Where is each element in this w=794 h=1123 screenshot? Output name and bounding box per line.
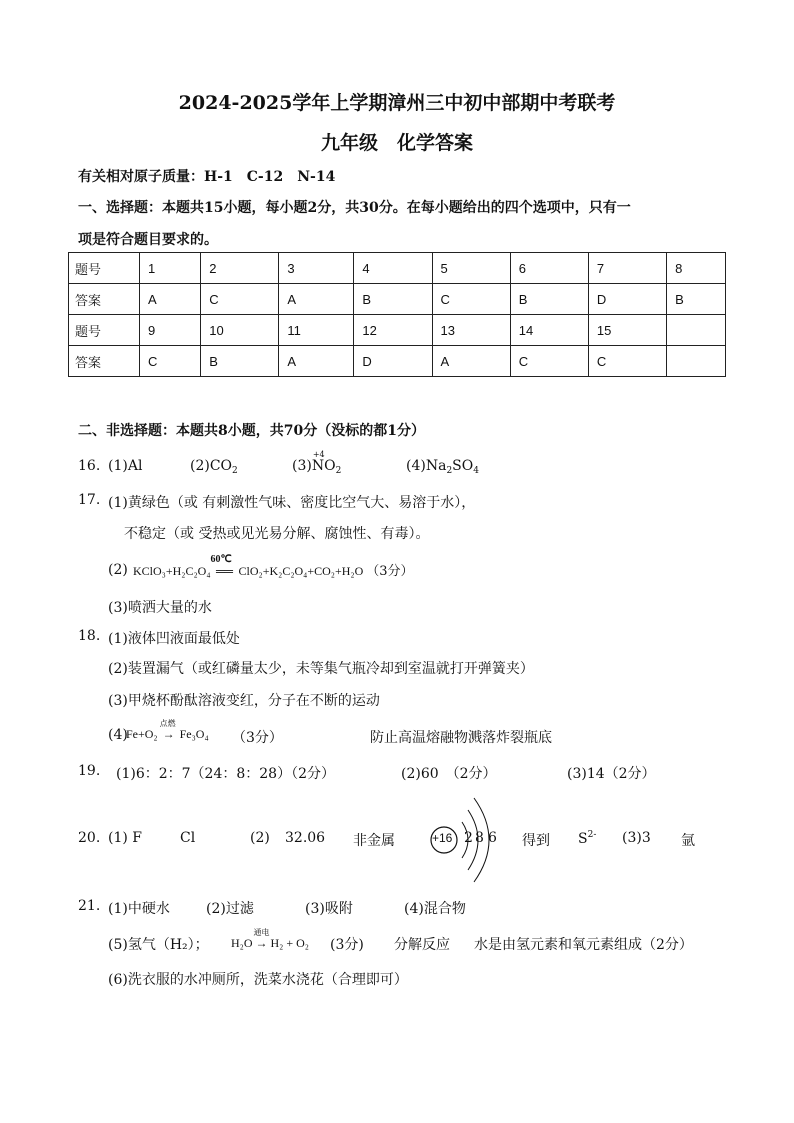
shell-2-electrons: 8 bbox=[475, 830, 484, 846]
q18-eq-condition: 点燃 bbox=[159, 719, 176, 728]
q17-eq-reactants: KClO₃+H₂C₂O₄ bbox=[133, 564, 211, 578]
q18-eq-arrow: 点燃 → bbox=[159, 719, 176, 741]
table-cell: 13 bbox=[432, 315, 510, 346]
table-cell: 12 bbox=[354, 315, 432, 346]
table-cell: 6 bbox=[510, 253, 588, 284]
q16-answer-3-label: (3) bbox=[292, 458, 312, 474]
q17-eq-products: ClO₂+K₂C₂O₄+CO₂+H₂O bbox=[238, 564, 364, 578]
table-cell: B bbox=[354, 284, 432, 315]
shell-1-electrons: 2 bbox=[464, 830, 473, 846]
table-cell: A bbox=[279, 284, 354, 315]
q21-eq-reactants: H₂O bbox=[231, 936, 253, 950]
q16-number: 16. bbox=[78, 458, 101, 474]
table-cell: 14 bbox=[510, 315, 588, 346]
q20-answer-3-element: 氩 bbox=[681, 833, 695, 849]
q20-answer-3: (3)3 bbox=[622, 830, 651, 846]
q19-number: 19. bbox=[78, 763, 101, 779]
table-cell: C bbox=[140, 346, 201, 377]
table-row bbox=[69, 315, 726, 346]
q19-answer-1: (1)6：2：7（24：8：28）（2分） bbox=[116, 766, 335, 782]
q21-answer-6: (6)洗衣服的水冲厕所，洗菜水浇花（合理即可） bbox=[108, 972, 408, 988]
section1-heading-line2: 项是符合题目要求的。 bbox=[78, 232, 218, 248]
q17-eq-condition: 60℃ bbox=[210, 554, 232, 565]
table-cell: 15 bbox=[588, 315, 666, 346]
table-cell: A bbox=[279, 346, 354, 377]
q21-eq-score: (3分) bbox=[330, 937, 364, 953]
q18-line-4-right: 防止高温熔融物溅落炸裂瓶底 bbox=[370, 730, 552, 746]
q16-answer-3-formula-text: NO bbox=[311, 458, 336, 474]
table-row bbox=[69, 284, 726, 315]
table-cell: 8 bbox=[667, 253, 726, 284]
page-title: 2024-2025学年上学期漳州三中初中部期中考联考 bbox=[178, 92, 616, 114]
q17-number: 17. bbox=[78, 492, 101, 508]
table-row bbox=[69, 253, 726, 284]
q18-line-2: (2)装置漏气（或红磷量太少，未等集气瓶冷却到室温就打开弹簧夹） bbox=[108, 661, 534, 677]
table-cell: C bbox=[510, 346, 588, 377]
table-cell: 题号 bbox=[69, 253, 140, 284]
q21-answer-4: (4)混合物 bbox=[404, 901, 466, 917]
q18-equation bbox=[126, 719, 209, 742]
table-cell: 10 bbox=[201, 315, 279, 346]
table-cell: 4 bbox=[354, 253, 432, 284]
q20-answer-1b: Cl bbox=[180, 830, 196, 846]
q17-equation bbox=[133, 554, 414, 579]
q21-answer-3: (3)吸附 bbox=[305, 901, 353, 917]
table-cell: A bbox=[140, 284, 201, 315]
q20-ion bbox=[578, 830, 596, 847]
q19-answer-3: (3)14（2分） bbox=[567, 766, 656, 782]
q20-answer-1a: (1) F bbox=[108, 830, 142, 846]
q16-answer-4 bbox=[406, 458, 479, 476]
table-cell: B bbox=[510, 284, 588, 315]
page-subtitle: 九年级 化学答案 bbox=[320, 132, 473, 154]
q16-answer-2-text: (2)CO bbox=[190, 458, 233, 474]
table-cell: 答案 bbox=[69, 284, 140, 315]
q21-conclusion: 水是由氢元素和氧元素组成（2分） bbox=[474, 937, 693, 953]
atomic-mass-note: 有关相对原子质量：H-1 C-12 N-14 bbox=[78, 169, 336, 185]
q17-eq-arrow: 60℃ ══ bbox=[210, 554, 234, 578]
table-cell bbox=[667, 346, 726, 377]
table-cell: 1 bbox=[140, 253, 201, 284]
q20-answer-2-label: (2) bbox=[250, 830, 270, 846]
q18-eq-reactants: Fe+O₂ bbox=[126, 727, 158, 741]
q17-eq-score: （3分） bbox=[366, 564, 414, 579]
table-cell: 3 bbox=[279, 253, 354, 284]
q18-line-1: (1)液体凹液面最低处 bbox=[108, 631, 240, 647]
q21-number: 21. bbox=[78, 898, 101, 914]
q20-ion-symbol: S bbox=[578, 831, 588, 847]
q20-element-type: 非金属 bbox=[353, 833, 395, 849]
q16-answer-3-subscript: 2 bbox=[335, 466, 342, 476]
table-cell: B bbox=[201, 346, 279, 377]
q16-answer-2 bbox=[190, 458, 238, 476]
table-cell: C bbox=[201, 284, 279, 315]
table-cell: B bbox=[667, 284, 726, 315]
q16-answer-1: (1)Al bbox=[108, 458, 143, 474]
q16-answer-4-sub-b: 4 bbox=[473, 466, 479, 476]
table-cell bbox=[667, 315, 726, 346]
section1-heading-line1: 一、选择题：本题共15小题，每小题2分，共30分。在每小题给出的四个选项中，只有一 bbox=[78, 200, 631, 216]
q16-answer-4-text-a: (4)Na bbox=[406, 458, 447, 474]
q21-answer-1: (1)中硬水 bbox=[108, 901, 170, 917]
q21-answer-2: (2)过滤 bbox=[206, 901, 254, 917]
q21-eq-products: H₂ + O₂ bbox=[270, 936, 309, 950]
q20-number: 20. bbox=[78, 830, 101, 846]
nucleus-charge: +16 bbox=[432, 831, 453, 845]
answer-table bbox=[68, 252, 726, 377]
table-cell: A bbox=[432, 346, 510, 377]
table-cell: 9 bbox=[140, 315, 201, 346]
q21-eq-arrow: 通电 → bbox=[253, 928, 270, 950]
table-cell: 2 bbox=[201, 253, 279, 284]
q18-number: 18. bbox=[78, 628, 101, 644]
table-cell: D bbox=[354, 346, 432, 377]
q16-answer-3-valence: +4 bbox=[312, 450, 325, 459]
table-cell: 11 bbox=[279, 315, 354, 346]
q16-answer-4-text-b: SO bbox=[452, 458, 474, 474]
q18-eq-label: (4) bbox=[108, 727, 128, 743]
q16-answer-3 bbox=[292, 450, 342, 476]
q21-equation bbox=[231, 928, 309, 951]
q16-answer-4-sub-a: 2 bbox=[446, 466, 453, 476]
q18-line-3: (3)甲烧杯酚酞溶液变红，分子在不断的运动 bbox=[108, 693, 380, 709]
table-cell: C bbox=[588, 346, 666, 377]
table-row bbox=[69, 346, 726, 377]
table-cell: 题号 bbox=[69, 315, 140, 346]
q21-answer-5-prefix: (5)氢气（H₂）； bbox=[108, 937, 209, 953]
q18-eq-products: Fe₃O₄ bbox=[179, 727, 209, 741]
q20-gain-electrons: 得到 bbox=[522, 833, 550, 849]
q17-line-2: 不稳定（或 受热或见光易分解、腐蚀性、有毒）。 bbox=[124, 526, 430, 542]
table-cell: D bbox=[588, 284, 666, 315]
q17-eq-label: (2) bbox=[108, 562, 128, 578]
table-cell: 7 bbox=[588, 253, 666, 284]
q21-eq-condition: 通电 bbox=[253, 928, 270, 937]
table-cell: C bbox=[432, 284, 510, 315]
q17-line-3: (3)喷洒大量的水 bbox=[108, 600, 212, 616]
q20-ion-charge: 2- bbox=[587, 830, 597, 840]
shell-3-electrons: 6 bbox=[488, 830, 497, 846]
q21-reaction-type: 分解反应 bbox=[394, 937, 450, 953]
q16-answer-2-subscript: 2 bbox=[232, 466, 238, 476]
section2-heading: 二、非选择题：本题共8小题，共70分（没标的都1分） bbox=[78, 423, 425, 439]
q19-answer-2: (2)60 （2分） bbox=[401, 766, 497, 782]
q16-answer-3-formula bbox=[311, 450, 342, 476]
table-cell: 答案 bbox=[69, 346, 140, 377]
q20-atomic-mass: 32.06 bbox=[285, 830, 326, 846]
q18-eq-score: （3分） bbox=[232, 730, 283, 746]
q17-line-1: (1)黄绿色（或 有刺激性气味、密度比空气大、易溶于水）， bbox=[108, 495, 476, 511]
table-cell: 5 bbox=[432, 253, 510, 284]
